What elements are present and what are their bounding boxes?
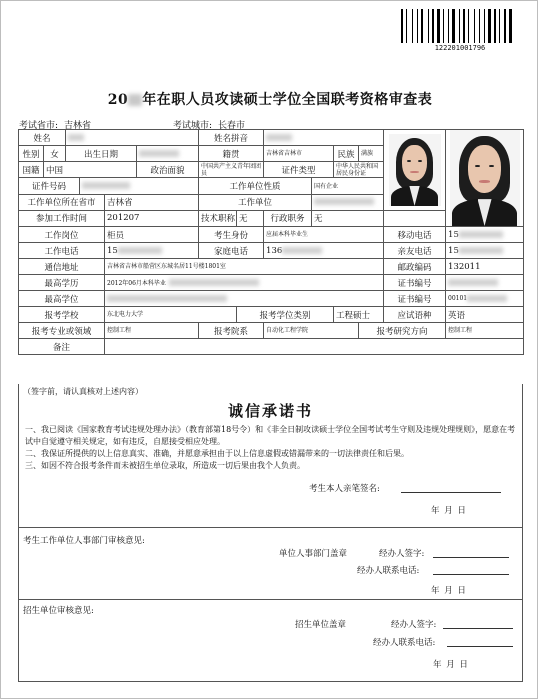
degree-value [105, 291, 384, 307]
language-label: 应试语种 [384, 307, 446, 323]
barcode-bar [501, 9, 503, 43]
postcode-label: 邮政编码 [384, 259, 446, 275]
name-pinyin-label: 姓名拼音 [199, 130, 264, 146]
photo-cell-2 [446, 130, 524, 227]
birth-value [137, 146, 199, 162]
cert-no-value [446, 275, 524, 291]
work-phone-prefix: 15 [107, 245, 118, 256]
org-value [312, 194, 384, 210]
address-label: 通信地址 [19, 259, 105, 275]
org-nature-value: 国有企业 [312, 178, 384, 194]
barcode-bar [412, 9, 413, 43]
employer-date: 年 月 日 [431, 586, 466, 596]
barcode-bar [504, 9, 506, 43]
apply-school-value: 东北电力大学 [105, 307, 237, 323]
city-value: 长春市 [218, 121, 246, 131]
barcode-bar [417, 9, 418, 43]
gender-value: 女 [44, 146, 66, 162]
idno-value [80, 178, 199, 194]
remarks-value [105, 339, 524, 355]
relative-phone-value [446, 243, 524, 259]
apply-school-label: 报考学校 [19, 307, 105, 323]
pledge-line-2: 二、我保证所提供的以上信息真实、准确，并愿意承担由于以上信息虚假或错漏带来的一切法律责任和后果。 [25, 449, 409, 458]
table-row [19, 275, 524, 291]
relative-phone-label: 亲友电话 [384, 243, 446, 259]
cert-no2-label: 证书编号 [384, 291, 446, 307]
employer-review-label: 考生工作单位人事部门审核意见: [23, 536, 145, 546]
dept-value: 自动化工程学院 [264, 323, 359, 339]
barcode-bar [435, 9, 436, 43]
nationality-label: 国籍 [19, 162, 44, 178]
admission-phone-label: 经办人联系电话: [373, 638, 436, 648]
pledge-section [18, 384, 523, 528]
degree-label: 最高学位 [19, 291, 105, 307]
table-row [19, 307, 524, 323]
research-label: 报考研究方向 [359, 323, 446, 339]
work-start-label: 参加工作时间 [19, 210, 105, 226]
employer-phone-label: 经办人联系电话: [357, 566, 420, 576]
org-province-value: 吉林省 [105, 194, 199, 210]
exam-identity-value: 应届本科毕业生 [264, 227, 384, 243]
mobile-prefix: 15 [448, 229, 459, 240]
admission-date: 年 月 日 [433, 660, 468, 670]
native-label: 籍贯 [199, 146, 264, 162]
admission-handler-line[interactable] [443, 628, 513, 629]
barcode-bar [432, 9, 434, 43]
barcode-bar [459, 9, 460, 43]
cert-no2-prefix: 00101 [448, 295, 468, 302]
address-value: 吉林省吉林市船营区东城名居11号楼1801室 [105, 259, 384, 275]
home-phone-value [264, 243, 384, 259]
admission-seal-label: 招生单位盖章 [295, 620, 347, 630]
barcode-bar [484, 9, 485, 43]
idtype-label: 证件类型 [264, 162, 334, 178]
barcode-bar [481, 9, 483, 43]
barcode-bar [461, 9, 462, 43]
employer-phone-line[interactable] [433, 574, 509, 575]
tech-title-value: 无 [237, 210, 264, 226]
table-row [19, 291, 524, 307]
org-province-label: 工作单位所在省市 [19, 194, 105, 210]
cert-no-label: 证书编号 [384, 275, 446, 291]
birth-label: 出生日期 [66, 146, 137, 162]
barcode-bar [437, 9, 440, 43]
admission-handler-label: 经办人签字: [391, 620, 437, 630]
mobile-label: 移动电话 [384, 227, 446, 243]
employer-review-section [18, 528, 523, 600]
barcode-bar [404, 9, 405, 43]
barcode-bar [470, 9, 473, 43]
position-value: 柜员 [105, 227, 199, 243]
barcode-bar [476, 9, 478, 43]
barcode-bar [452, 9, 455, 43]
position-label: 工作岗位 [19, 227, 105, 243]
table-row [19, 339, 524, 355]
barcode-bar [463, 9, 465, 43]
barcode-bar [428, 9, 429, 43]
work-phone-value [105, 243, 199, 259]
admin-title-label: 行政职务 [264, 210, 312, 226]
politics-label: 政治面貌 [137, 162, 199, 178]
barcode-bar [430, 9, 431, 43]
applicant-info-table [18, 129, 524, 355]
applicant-photo-large [450, 130, 520, 226]
work-phone-label: 工作电话 [19, 243, 105, 259]
idtype-value: 中华人民共和国居民身份证 [334, 162, 384, 178]
barcode-bar [507, 9, 508, 43]
admission-review-label: 招生单位审核意见: [23, 606, 94, 616]
province-value: 吉林省 [64, 121, 92, 131]
province-label: 考试省市: [19, 121, 59, 131]
postcode-value: 132011 [446, 259, 524, 275]
exam-identity-label: 考生身份 [199, 227, 264, 243]
language-value: 英语 [446, 307, 524, 323]
work-start-value: 201207 [105, 210, 199, 226]
barcode-bar [441, 9, 442, 43]
barcode-bar [497, 9, 498, 43]
gender-label: 性别 [19, 146, 44, 162]
table-row [19, 323, 524, 339]
name-label: 姓名 [19, 130, 66, 146]
title-year: 20 [107, 92, 129, 108]
ethnicity-value: 满族 [359, 146, 384, 162]
pledge-line-1: 一、我已阅读《国家教育考试违规处理办法》（教育部第18号令）和《非全日制攻读硕士学位全国考试考生守则及违规处理规则》，愿意在考试中自觉遵守相关规定，如有违反，自愿接受相应处理。 [25, 425, 516, 446]
employer-handler-line[interactable] [433, 557, 509, 558]
home-phone-label: 家庭电话 [199, 243, 264, 259]
barcode-bar [419, 9, 420, 43]
barcode-bars [401, 9, 519, 43]
barcode-bar [499, 9, 500, 43]
name-value [66, 130, 199, 146]
barcode [401, 9, 519, 53]
relative-phone-prefix: 15 [448, 245, 459, 256]
barcode-bar [488, 9, 491, 43]
signature-line[interactable] [401, 492, 501, 493]
barcode-bar [448, 9, 449, 43]
barcode-bar [408, 9, 411, 43]
nationality-value: 中国 [44, 162, 137, 178]
barcode-bar [474, 9, 475, 43]
pledge-line-3: 三、如因不符合报考条件而未被招生单位录取，所造成一切后果由我个人负责。 [25, 461, 305, 470]
table-row [19, 259, 524, 275]
pledge-text [25, 424, 516, 472]
barcode-bar [486, 9, 487, 43]
mobile-value [446, 227, 524, 243]
politics-value: 中国共产主义青年团团员 [199, 162, 264, 178]
major-value: 控制工程 [105, 323, 199, 339]
barcode-bar [443, 9, 444, 43]
idno-label: 证件号码 [19, 178, 80, 194]
redacted-year [128, 94, 142, 106]
blank-cell [384, 210, 446, 226]
dept-label: 报考院系 [199, 323, 264, 339]
edu-text: 2012年06月本科毕业 [107, 279, 166, 287]
barcode-bar [479, 9, 480, 43]
barcode-bar [466, 9, 467, 43]
signature-label: 考生本人亲笔签名: [309, 484, 380, 494]
table-row [19, 243, 524, 259]
photo-cell-1 [384, 130, 446, 211]
major-label: 报考专业或领域 [19, 323, 105, 339]
barcode-bar [401, 9, 403, 43]
tech-title-label: 技术职称 [199, 210, 237, 226]
page-title [1, 89, 538, 109]
ethnicity-label: 民族 [334, 146, 359, 162]
barcode-bar [468, 9, 469, 43]
pledge-title: 诚信承诺书 [227, 402, 313, 420]
pledge-date: 年 月 日 [431, 506, 466, 516]
name-pinyin-value [264, 130, 384, 146]
barcode-number: 12220100179​6 [434, 44, 486, 52]
title-text: 年在职人员攻读硕士学位全国联考资格审查表 [142, 92, 433, 108]
table-row [19, 227, 524, 243]
research-value: 控制工程 [446, 323, 524, 339]
barcode-bar [494, 9, 496, 43]
barcode-bar [414, 9, 416, 43]
barcode-bar [445, 9, 447, 43]
home-phone-prefix: 136 [266, 245, 283, 256]
edu-value [105, 275, 384, 291]
barcode-bar [492, 9, 493, 43]
admin-title-value: 无 [312, 210, 384, 226]
employer-handler-label: 经办人签字: [379, 549, 425, 559]
admission-phone-line[interactable] [447, 646, 513, 647]
barcode-bar [456, 9, 458, 43]
org-nature-label: 工作单位性质 [199, 178, 312, 194]
barcode-bar [406, 9, 407, 43]
cert-no2-value [446, 291, 524, 307]
applicant-photo-small [389, 134, 441, 206]
sign-note: （签字前，请认真核对上述内容） [23, 387, 143, 396]
org-label: 工作单位 [199, 194, 312, 210]
edu-label: 最高学历 [19, 275, 105, 291]
barcode-bar [424, 9, 427, 43]
employer-seal-label: 单位人事部门盖章 [279, 549, 348, 559]
remarks-label: 备注 [19, 339, 105, 355]
barcode-bar [450, 9, 451, 43]
degree-type-value: 工程硕士 [334, 307, 384, 323]
city-label: 考试城市: [173, 121, 213, 131]
table-row [19, 130, 524, 146]
barcode-bar [509, 9, 512, 43]
admission-review-section [18, 600, 523, 682]
barcode-bar [421, 9, 423, 43]
degree-type-label: 报考学位类别 [237, 307, 334, 323]
native-value: 吉林省吉林市 [264, 146, 334, 162]
